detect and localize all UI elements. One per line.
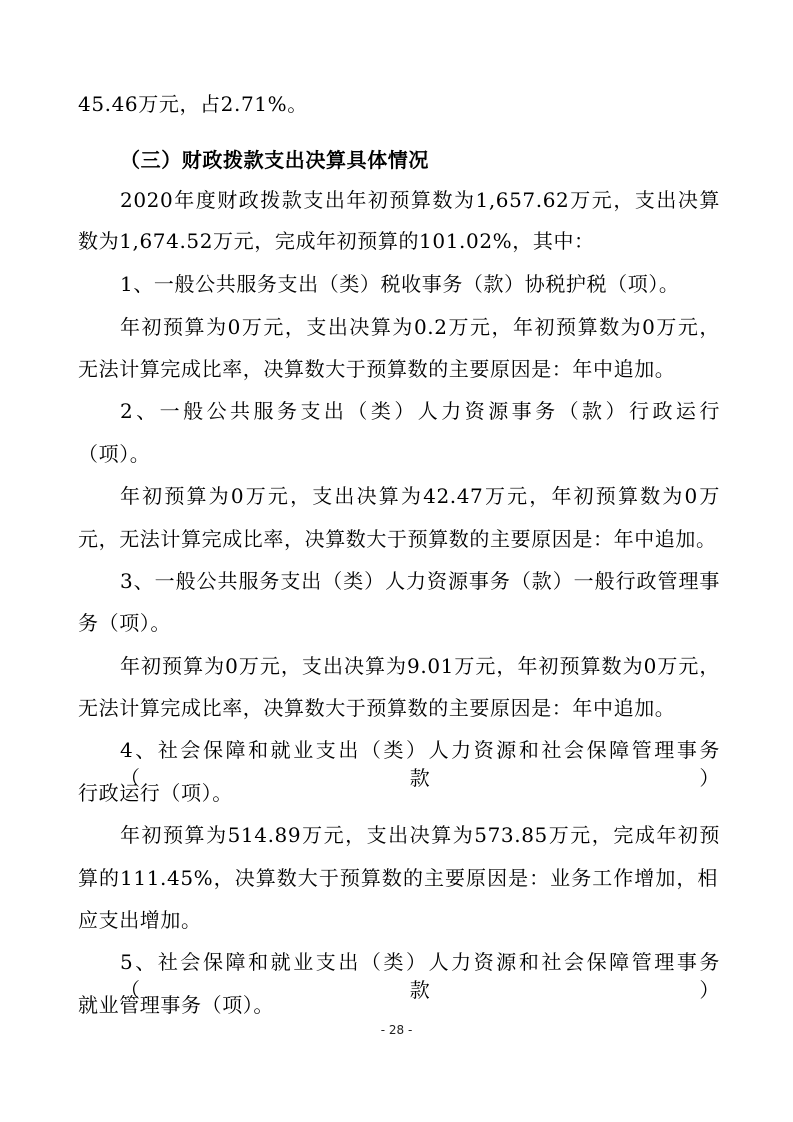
text-line: 行政运行（项）。 <box>78 781 233 805</box>
text-line: 5、社会保障和就业支出（类）人力资源和社会保障管理事务（款） <box>120 950 720 1002</box>
text-line: 3、一般公共服务支出（类）人力资源事务（款）一般行政管理事 <box>120 569 720 593</box>
text-line: 就业管理事务（项）。 <box>78 993 274 1017</box>
text-line: 元，无法计算完成比率，决算数大于预算数的主要原因是：年中追加。 <box>78 527 717 551</box>
text-line: 2、一般公共服务支出（类）人力资源事务（款）行政运行 <box>120 399 720 423</box>
text-line: 年初预算为0万元，支出决算为9.01万元，年初预算数为0万元， <box>120 654 720 678</box>
text-line: 1、一般公共服务支出（类）税收事务（款）协税护税（项）。 <box>120 272 680 296</box>
text-line: 45.46万元，占2.71%。 <box>78 92 308 116</box>
text-line: 年初预算为514.89万元，支出决算为573.85万元，完成年初预 <box>120 823 720 847</box>
page-number: - 28 - <box>380 1023 413 1037</box>
text-line: 应支出增加。 <box>78 908 202 932</box>
text-line: 务（项）。 <box>78 611 171 635</box>
text-line: 算的111.45%，决算数大于预算数的主要原因是：业务工作增加，相 <box>78 866 718 890</box>
text-line: 无法计算完成比率，决算数大于预算数的主要原因是：年中追加。 <box>78 696 676 720</box>
text-line: 无法计算完成比率，决算数大于预算数的主要原因是：年中追加。 <box>78 357 676 381</box>
text-line: 年初预算为0万元，支出决算为0.2万元，年初预算数为0万元， <box>120 315 720 339</box>
text-line: （项）。 <box>78 442 151 466</box>
text-line: 2020年度财政拨款支出年初预算数为1,657.62万元，支出决算 <box>120 188 720 212</box>
text-line: 数为1,674.52万元，完成年初预算的101.02%，其中： <box>78 229 595 253</box>
text-line: 年初预算为0万元，支出决算为42.47万元，年初预算数为0万 <box>120 484 720 508</box>
section-heading: （三）财政拨款支出决算具体情况 <box>120 148 429 172</box>
text-line: 4、社会保障和就业支出（类）人力资源和社会保障管理事务（款） <box>120 738 720 790</box>
